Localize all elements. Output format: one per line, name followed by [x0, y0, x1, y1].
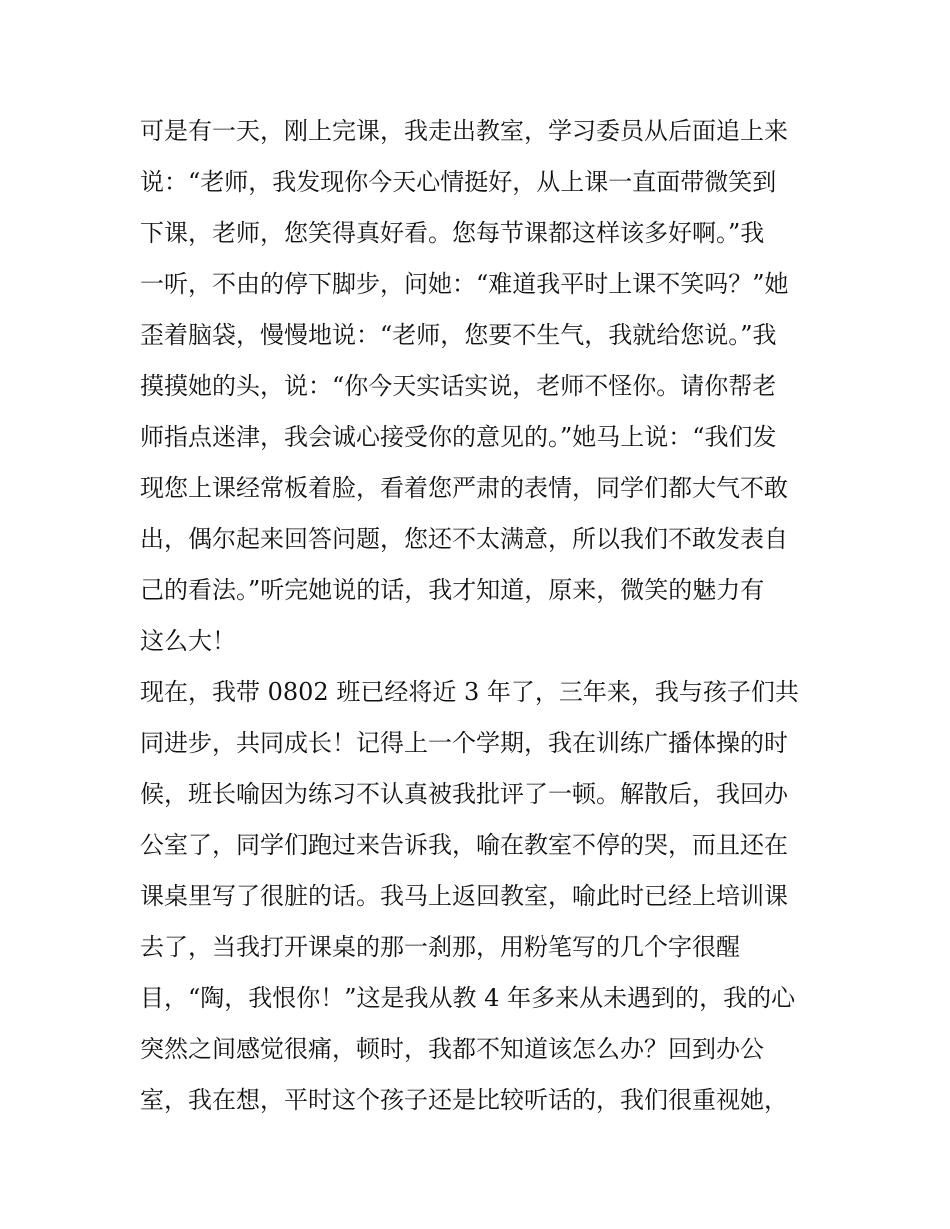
text-line: 公室了，同学们跑过来告诉我，喻在教室不停的哭，而且还在	[140, 831, 788, 859]
text-line: 歪着脑袋，慢慢地说：“老师，您要不生气，我就给您说。”我	[140, 321, 777, 349]
text-line: 室，我在想，平时这个孩子还是比较听话的，我们很重视她，	[140, 1086, 788, 1114]
text-line: 这么大！	[140, 627, 236, 655]
text-line: 摸摸她的头，说：“你今天实话实说，老师不怪你。请你帮老	[140, 372, 777, 400]
text-line: 同进步，共同成长！记得上一个学期，我在训练广播体操的时	[140, 729, 788, 757]
text-line: 师指点迷津，我会诚心接受你的意见的。”她马上说：“我们发	[140, 423, 777, 451]
text-line: 目，“陶，我恨你！”这是我从教 4 年多来从未遇到的，我的心	[140, 984, 796, 1012]
text-line: 说：“老师，我发现你今天心情挺好，从上课一直面带微笑到	[140, 168, 777, 196]
text-line: 候，班长喻因为练习不认真被我批评了一顿。解散后，我回办	[140, 780, 788, 808]
text-line: 现在，我带 0802 班已经将近 3 年了，三年来，我与孩子们共	[140, 678, 799, 706]
text-line: 出，偶尔起来回答问题，您还不太满意，所以我们不敢发表自	[140, 525, 788, 553]
text-line: 课桌里写了很脏的话。我马上返回教室，喻此时已经上培训课	[140, 882, 788, 910]
text-line: 己的看法。”听完她说的话，我才知道，原来，微笑的魅力有	[140, 576, 765, 604]
text-line: 去了，当我打开课桌的那一刹那，用粉笔写的几个字很醒	[140, 933, 740, 961]
body-text	[140, 106, 820, 1126]
text-line: 突然之间感觉很痛，顿时，我都不知道该怎么办？回到办公	[140, 1035, 764, 1063]
text-line: 现您上课经常板着脸，看着您严肃的表情，同学们都大气不敢	[140, 474, 788, 502]
text-line: 可是有一天，刚上完课，我走出教室，学习委员从后面追上来	[140, 117, 788, 145]
text-line: 一听，不由的停下脚步，问她：“难道我平时上课不笑吗？”她	[140, 270, 789, 298]
text-line: 下课，老师，您笑得真好看。您每节课都这样该多好啊。”我	[140, 219, 765, 247]
